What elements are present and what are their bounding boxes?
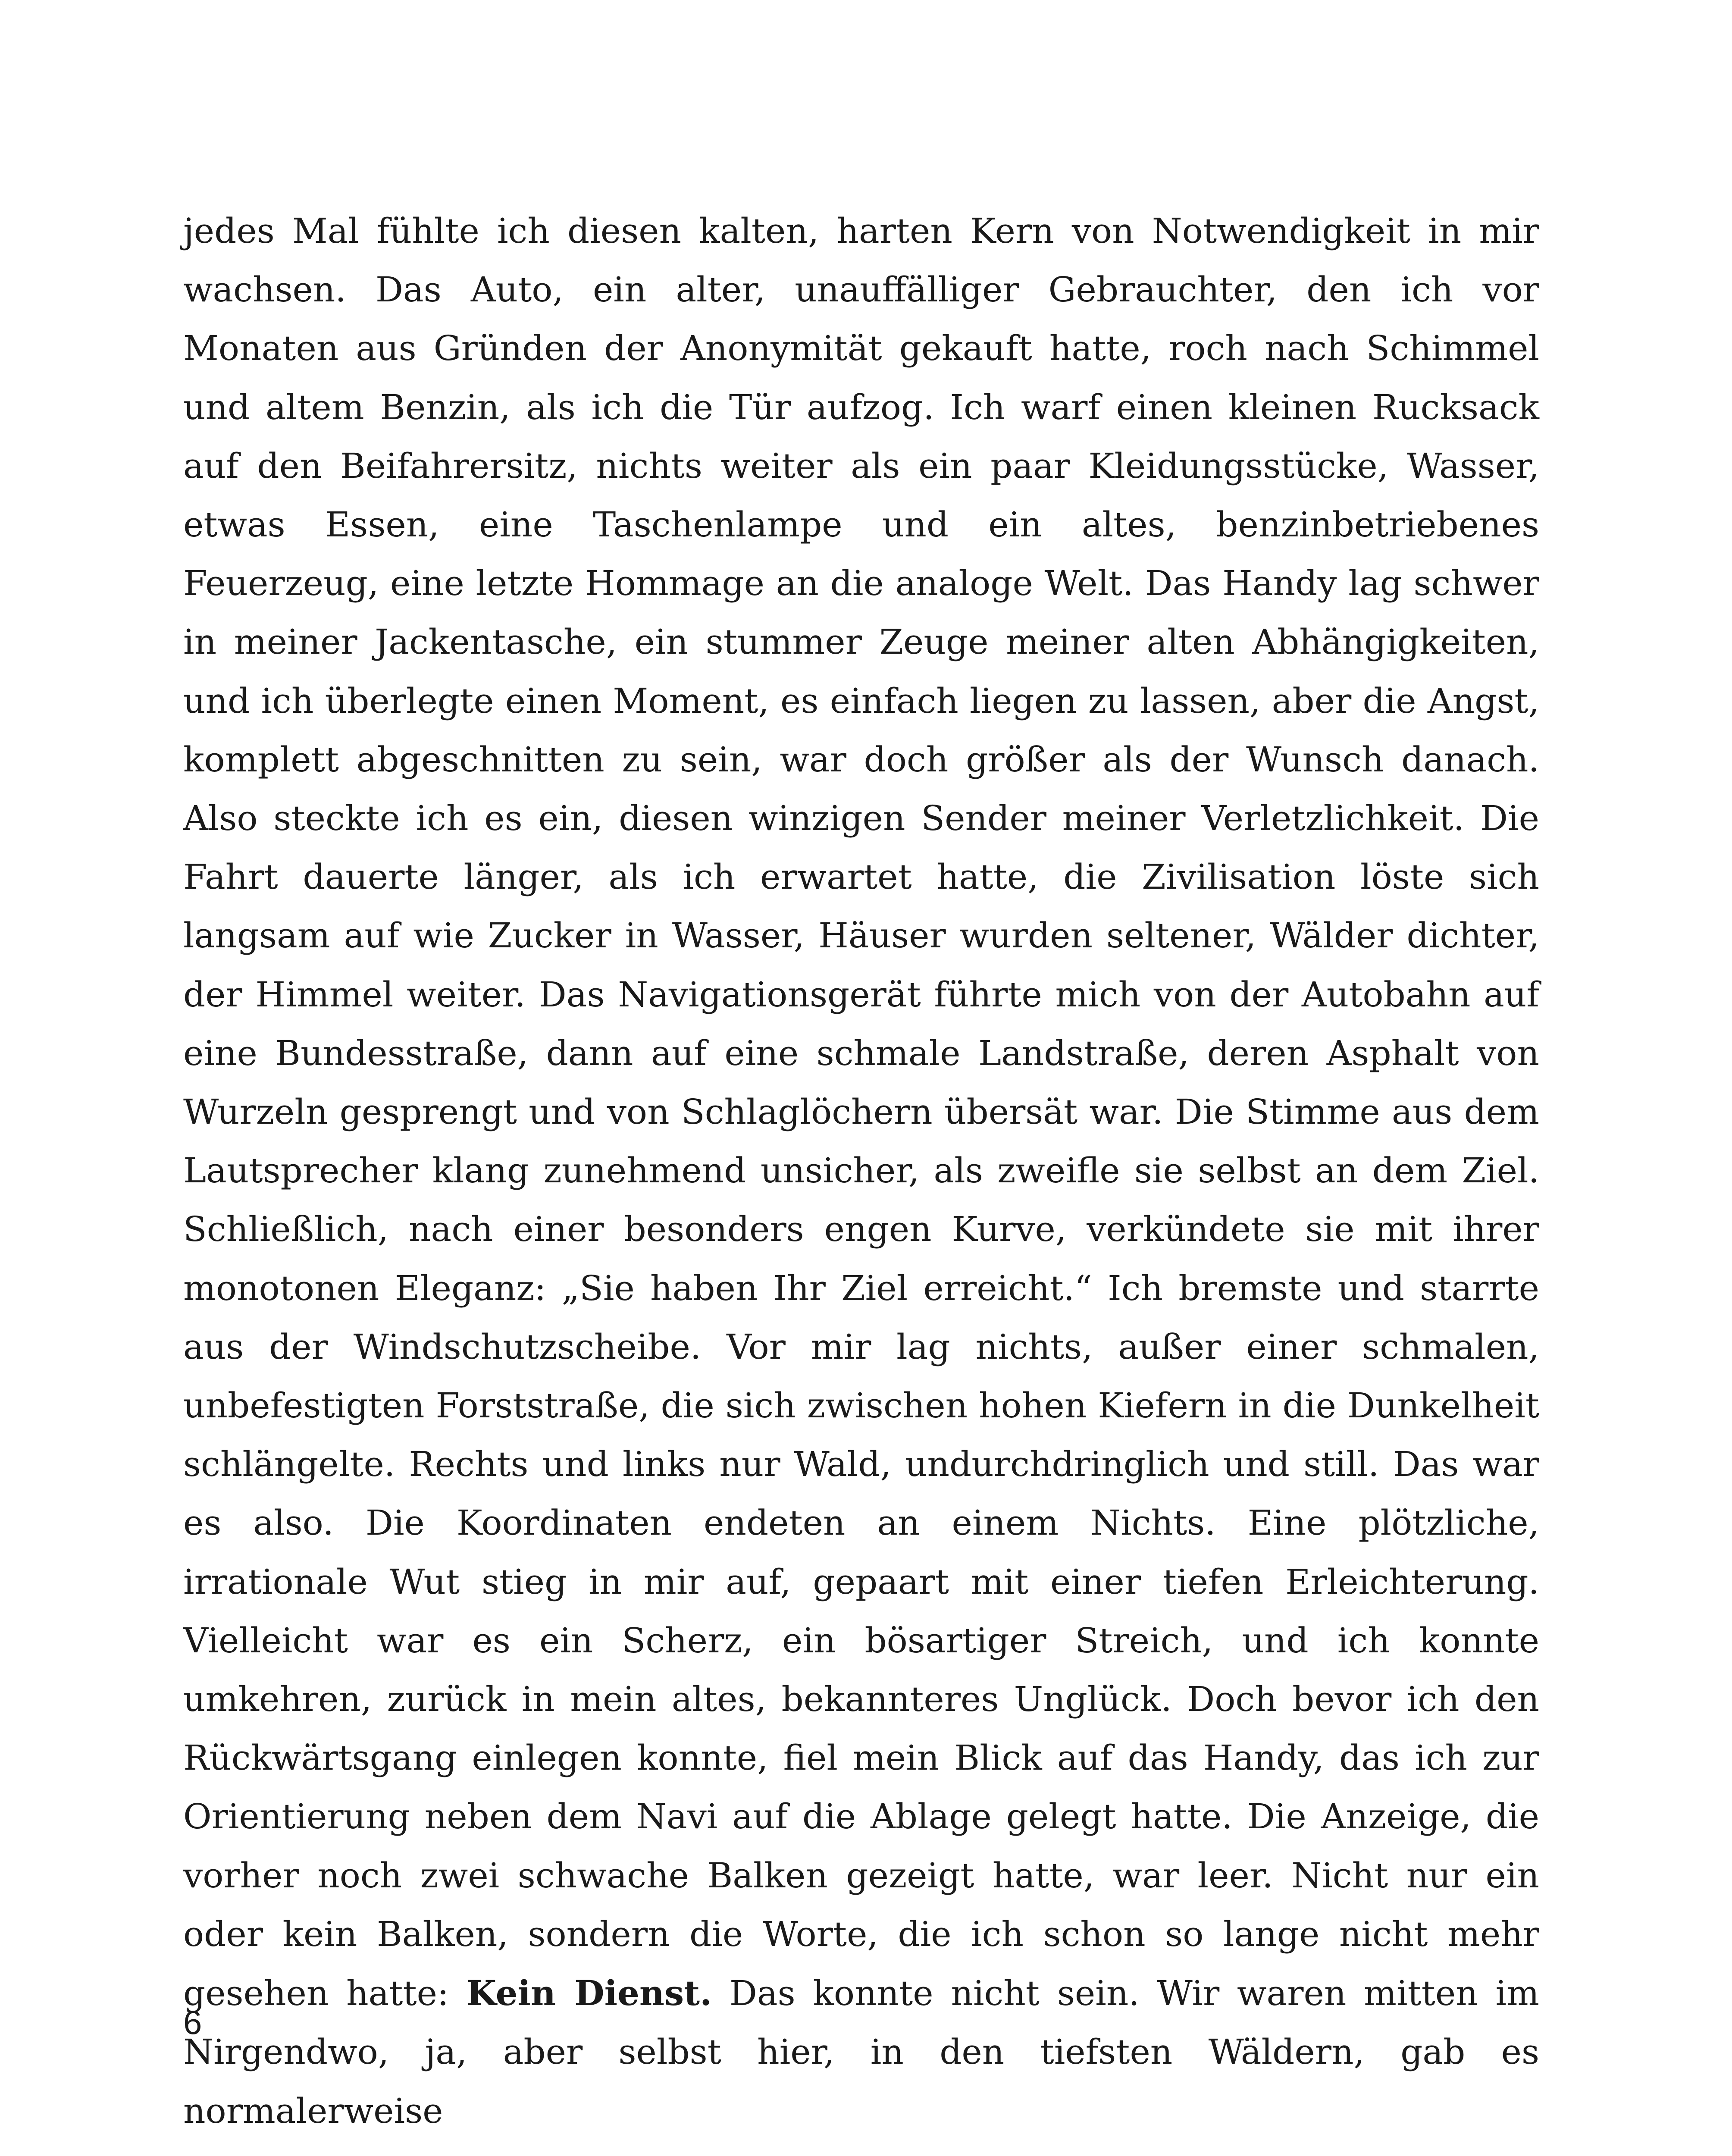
paragraph-text-after-bold: Das konnte nicht sein. Wir waren mitten im Nirgendwo, ja, aber selbst hier, in den tiefsten Wäldern, gab es normalerweise <box>183 1973 1540 2131</box>
body-paragraph <box>183 202 1539 2140</box>
page-number: 6 <box>183 2003 202 2041</box>
paragraph-text-before-bold: jedes Mal fühlte ich diesen kalten, harten Kern von Notwendigkeit in mir wachsen. Das Auto, ein alter, unauffälliger Gebrauchter, den ich vor Monaten aus Gründen der Anonymität gekauft hatte, roch nach Schimmel und altem Benzin, als ich die Tür aufzog. Ich warf einen kleinen Rucksack auf den Beifahrersitz, nichts weiter als ein paar Kleidungsstücke, Wasser, etwas Essen, eine Taschenlampe und ein altes, benzinbetriebenes Feuerzeug, eine letzte Hommage an die analoge Welt. Das Handy lag schwer in meiner Jackentasche, ein stummer Zeuge meiner alten Abhängigkeiten, und ich überlegte einen Moment, es einfach liegen zu lassen, aber die Angst, komplett abgeschnitten zu sein, war doch größer als der Wunsch danach. Also steckte ich es ein, diesen winzigen Sender meiner Verletzlichkeit. Die Fahrt dauerte länger, als ich erwartet hatte, die Zivilisation löste sich langsam auf wie Zucker in Wasser, Häuser wurden seltener, Wälder dichter, der Himmel weiter. Das Navigationsgerät führte mich von der Autobahn auf eine Bundesstraße, dann auf eine schmale Landstraße, deren Asphalt von Wurzeln gesprengt und von Schlaglöchern übersät war. Die Stimme aus dem Lautsprecher klang zunehmend unsicher, als zweifle sie selbst an dem Ziel. Schließlich, nach einer besonders engen Kurve, verkündete sie mit ihrer monotonen Eleganz: „Sie haben Ihr Ziel erreicht.“ Ich bremste und starrte aus der Windschutzscheibe. Vor mir lag nichts, außer einer schmalen, unbefestigten Forststraße, die sich zwischen hohen Kiefern in die Dunkelheit schlängelte. Rechts und links nur Wald, undurchdringlich und still. Das war es also. Die Koordinaten endeten an einem Nichts. Eine plötzliche, irrationale Wut stieg in mir auf, gepaart mit einer tiefen Erleichterung. Vielleicht war es ein Scherz, ein bösartiger Streich, und ich konnte umkehren, zurück in mein altes, bekannteres Unglück. Doch bevor ich den Rückwärtsgang einlegen konnte, fiel mein Blick auf das Handy, das ich zur Orientierung neben dem Navi auf die Ablage gelegt hatte. Die Anzeige, die vorher noch zwei schwache Balken gezeigt hatte, war leer. Nicht nur ein oder kein Balken, sondern die Worte, die ich schon so lange nicht mehr gesehen hatte: <box>183 211 1539 2014</box>
paragraph-bold-phrase: Kein Dienst. <box>466 1973 712 2014</box>
